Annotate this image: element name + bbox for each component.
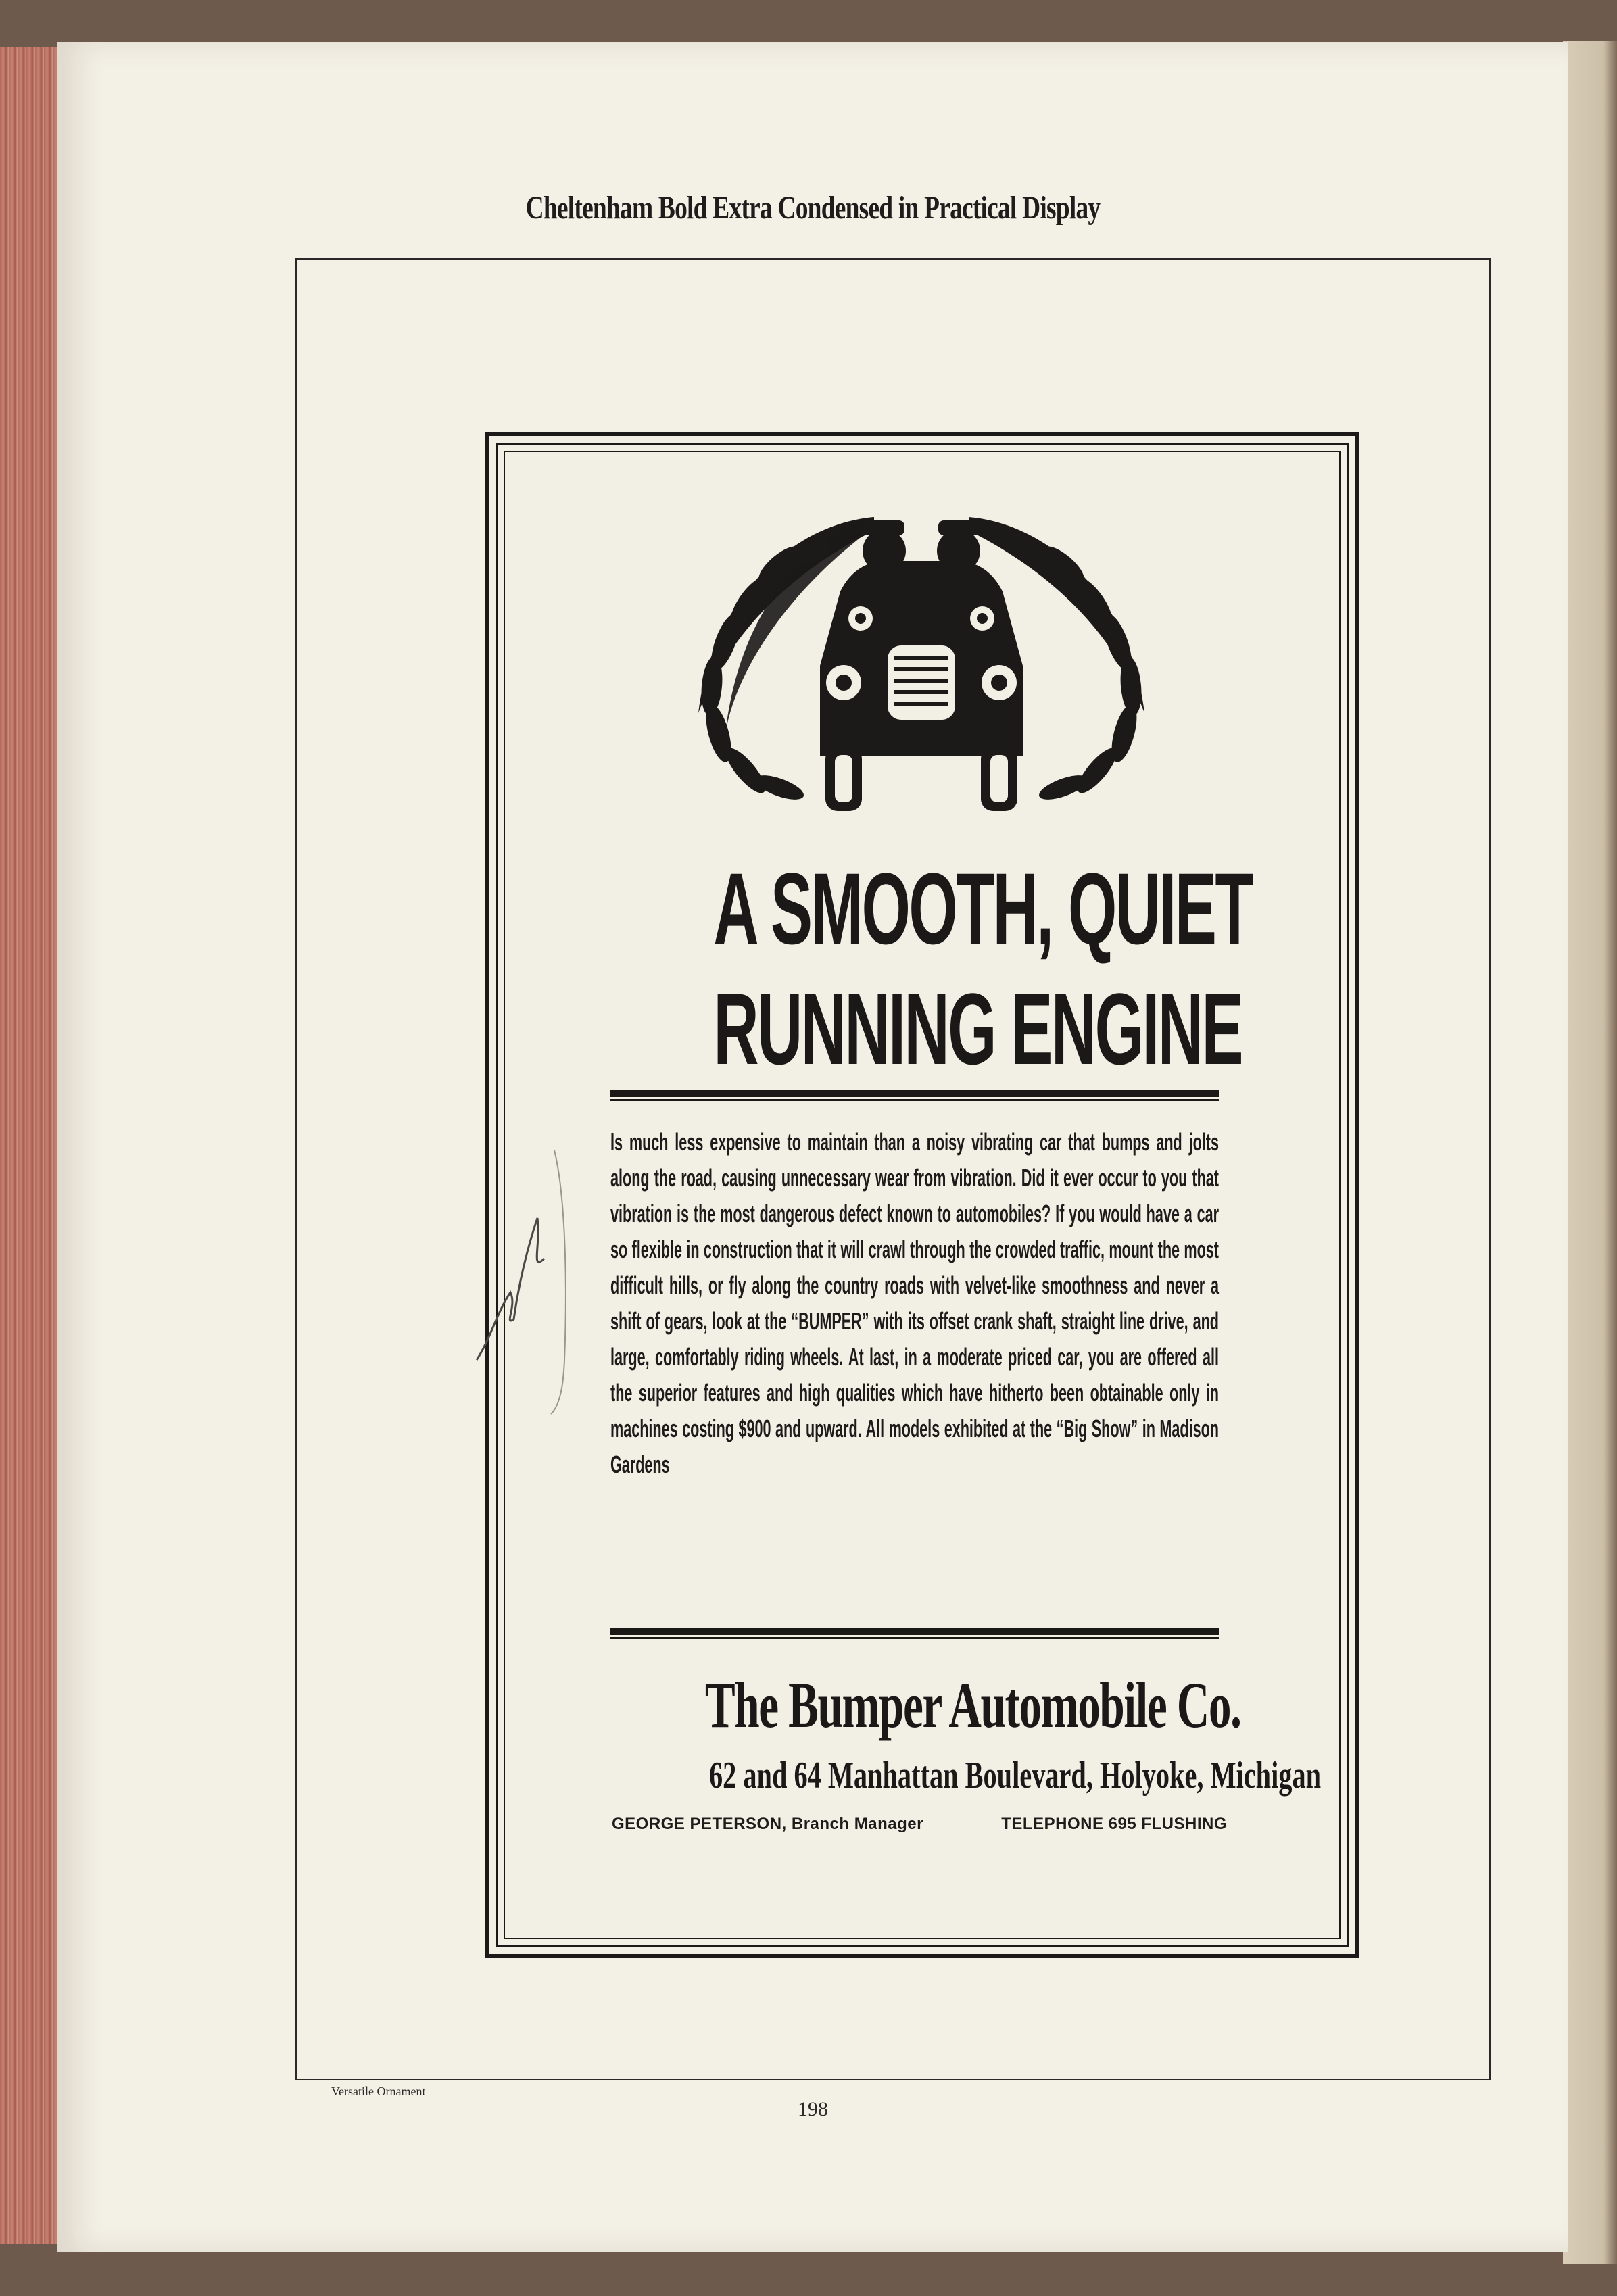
- headline: [590, 848, 1252, 1089]
- book-page: [57, 42, 1568, 2252]
- telephone: TELEPHONE 695 FLUSHING: [1001, 1815, 1227, 1833]
- company-name: The Bumper Automobile Co.: [704, 1669, 1241, 1741]
- advertisement: [485, 432, 1359, 1958]
- body-paragraph: Is much less expensive to maintain than a noisy vibrating car that bumps and jolts along the road, causing unnecessary wear from vibration. Did it ever occur to you that vibration is the most dangerous defect known to automobiles? If you would have a car so flexible in construction that it will crawl through the crowded traffic, mount the most difficult hills, or fly along the country roads with velvet-like smoothness and never a shift of gears, look at the “BUMPER” with its offset crank shaft, straight line drive, and large, comfortably riding wheels. At last, in a moderate priced car, you are offered all the superior features and high qualities which have hitherto been obtainable only in machines costing $900 and upward. All models exhibited at the “Big Show” in Madison Gardens: [610, 1128, 1219, 1478]
- divider-rule-top: [610, 1090, 1219, 1101]
- divider-rule-bottom: [610, 1628, 1219, 1639]
- body-copy: [610, 1124, 1219, 1482]
- headline-line-2: RUNNING ENGINE: [713, 972, 1242, 1085]
- headline-line-1: A SMOOTH, QUIET: [713, 852, 1252, 965]
- company-address: 62 and 64 Manhattan Boulevard, Holyoke, Michigan: [708, 1755, 1322, 1797]
- running-head: Cheltenham Bold Extra Condensed in Practical Display: [525, 190, 1101, 226]
- automobile-laurel-wreath-icon: [671, 490, 1172, 814]
- branch-manager: GEORGE PETERSON, Branch Manager: [612, 1815, 923, 1833]
- book-right-edge: [1563, 41, 1617, 2264]
- page-number: 198: [798, 2098, 828, 2120]
- footer-caption: Versatile Ornament: [331, 2084, 426, 2098]
- pencil-annotation-icon: [436, 1137, 571, 1421]
